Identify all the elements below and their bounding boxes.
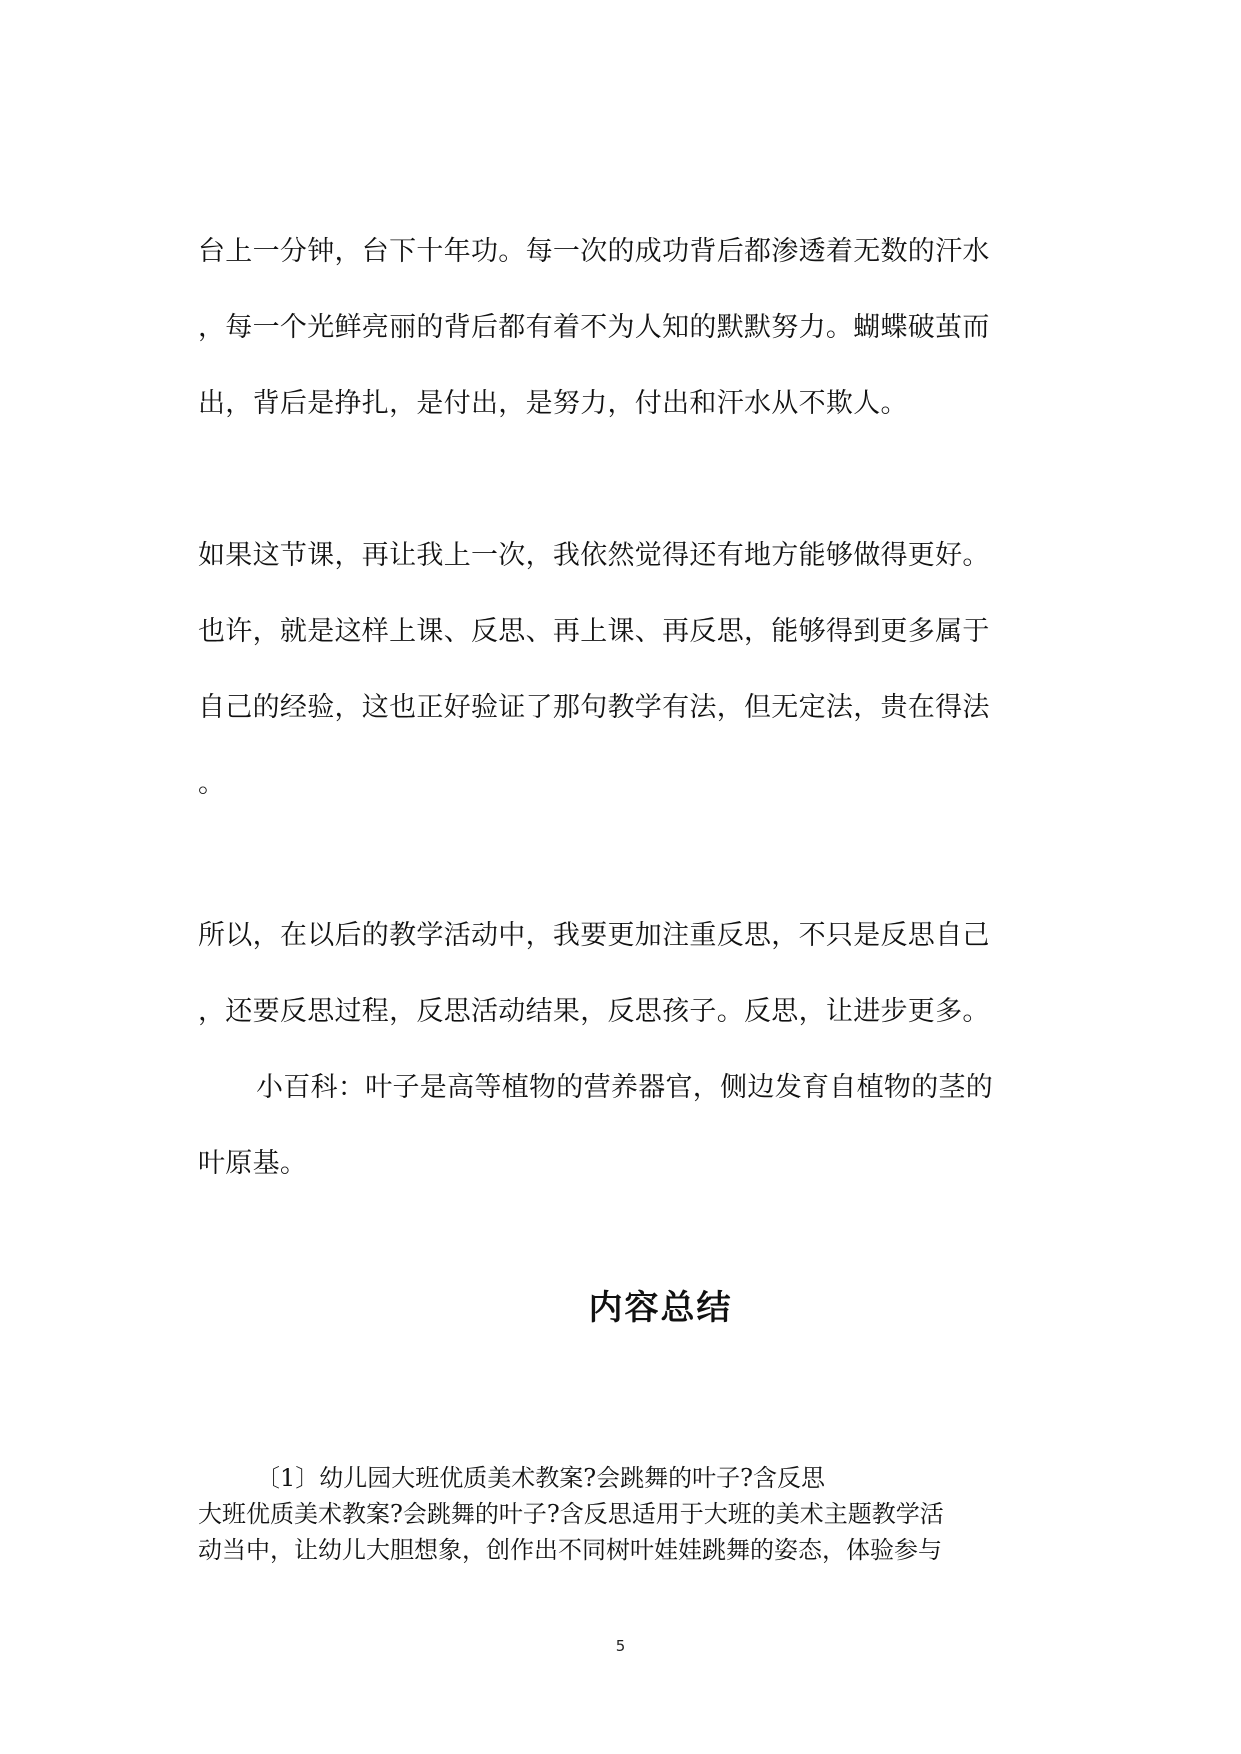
summary-line: 大班优质美术教案?会跳舞的叶子?含反思适用于大班的美术主题教学活: [198, 1500, 944, 1528]
text-line: 叶原基。: [198, 1148, 308, 1179]
text-line: ，每一个光鲜亮丽的背后都有着不为人知的默默努力。蝴蝶破茧而: [198, 312, 990, 343]
text-line: 如果这节课，再让我上一次，我依然觉得还有地方能够做得更好。: [198, 540, 990, 571]
summary-line: 动当中，让幼儿大胆想象，创作出不同树叶娃娃跳舞的姿态，体验参与: [198, 1536, 942, 1564]
text-line: 。: [198, 768, 226, 799]
text-line: 台上一分钟，台下十年功。每一次的成功背后都渗透着无数的汗水: [198, 236, 990, 267]
section-heading: 内容总结: [588, 1288, 733, 1328]
summary-line: 〔1〕幼儿园大班优质美术教案?会跳舞的叶子?含反思: [256, 1464, 826, 1492]
text-line: ，还要反思过程，反思活动结果，反思孩子。反思，让进步更多。: [198, 996, 990, 1027]
text-line: 小百科：叶子是高等植物的营养器官，侧边发育自植物的茎的: [256, 1072, 994, 1103]
text-line: 所以，在以后的教学活动中，我要更加注重反思，不只是反思自己: [198, 920, 990, 951]
text-line: 出，背后是挣扎，是付出，是努力，付出和汗水从不欺人。: [198, 388, 908, 419]
page-number: 5: [615, 1637, 626, 1655]
text-line: 也许，就是这样上课、反思、再上课、再反思，能够得到更多属于: [198, 616, 990, 647]
text-line: 自己的经验，这也正好验证了那句教学有法，但无定法，贵在得法: [198, 692, 990, 723]
